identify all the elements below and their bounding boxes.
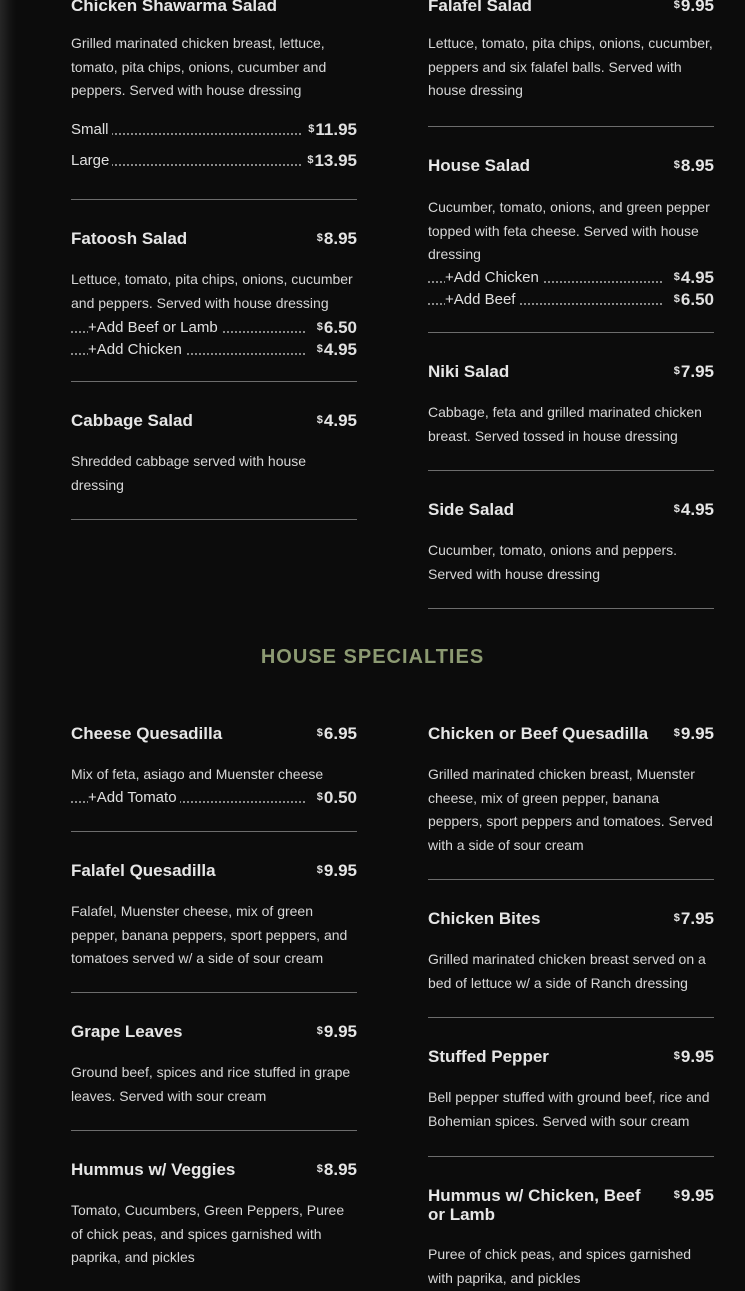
item-description: Tomato, Cucumbers, Green Peppers, Puree of chick peas, and spices garnished with paprika, and pickles <box>71 1202 345 1265</box>
item-description: Cabbage, feta and grilled marinated chicken breast. Served tossed in house dressing <box>428 404 702 444</box>
item-description: Puree of chick peas, and spices garnished with paprika, and pickles <box>428 1246 692 1286</box>
item-price: $9.95 <box>316 1022 357 1041</box>
size-option-small <box>71 120 357 142</box>
divider <box>428 1156 714 1157</box>
menu-item-chicken-beef-quesadilla <box>428 724 714 857</box>
size-option-large <box>71 151 357 173</box>
menu-item-house-salad <box>428 156 714 312</box>
item-name: Stuffed Pepper <box>428 1047 549 1066</box>
option-label: Large <box>71 151 112 171</box>
menu-item-grape-leaves <box>71 1022 357 1108</box>
addon-price: $6.50 <box>668 290 714 310</box>
item-name: Cheese Quesadilla <box>71 724 223 743</box>
item-description: Grilled marinated chicken breast, Muenster cheese, mix of green pepper, banana peppers, sport peppers and tomatoes. Served with a side of sour cream <box>428 766 713 853</box>
menu-item-falafel-salad <box>428 0 714 103</box>
divider <box>71 519 357 520</box>
menu-item-hummus-veggies <box>71 1160 357 1270</box>
item-price: $9.95 <box>673 0 714 15</box>
item-description: Shredded cabbage served with house dressing <box>71 453 307 493</box>
menu-item-chicken-bites <box>428 909 714 995</box>
item-price: $9.95 <box>673 1047 714 1066</box>
item-price: $8.95 <box>673 156 714 175</box>
divider <box>428 332 714 333</box>
item-description: Ground beef, spices and rice stuffed in grape leaves. Served with sour cream <box>71 1064 351 1104</box>
addon-label: +Add Tomato <box>88 788 180 808</box>
divider <box>428 126 714 127</box>
item-name: Chicken Shawarma Salad <box>71 0 277 15</box>
item-description: Bell pepper stuffed with ground beef, rice and Bohemian spices. Served with sour cream <box>428 1089 710 1129</box>
option-price: $13.95 <box>301 151 357 171</box>
item-description: Lettuce, tomato, pita chips, onions, cucumber and peppers. Served with house dressing <box>71 271 353 311</box>
addon-chicken <box>71 340 357 362</box>
item-description: Cucumber, tomato, onions and peppers. Served with house dressing <box>428 542 678 582</box>
item-name: Chicken Bites <box>428 909 541 928</box>
addon-label: +Add Chicken <box>88 340 185 360</box>
menu-item-niki-salad <box>428 362 714 448</box>
item-price: $8.95 <box>316 1160 357 1179</box>
item-price: $9.95 <box>673 1186 714 1205</box>
item-name: Fatoosh Salad <box>71 229 188 248</box>
item-description: Cucumber, tomato, onions, and green pepper topped with feta cheese. Served with house dressing <box>428 199 710 262</box>
item-name: House Salad <box>428 156 531 175</box>
item-name: Hummus w/ Chicken, Beef or Lamb <box>428 1186 641 1224</box>
divider <box>428 470 714 471</box>
addon-price: $4.95 <box>668 268 714 288</box>
item-description: Lettuce, tomato, pita chips, onions, cucumber, peppers and six falafel balls. Served with house dressing <box>428 35 713 98</box>
option-label: Small <box>71 120 112 140</box>
addon-beef-or-lamb <box>71 318 357 340</box>
addon-beef <box>428 290 714 312</box>
divider <box>428 608 714 609</box>
item-name: Hummus w/ Veggies <box>71 1160 236 1179</box>
item-description: Grilled marinated chicken breast, lettuce, tomato, pita chips, onions, cucumber and peppers. Served with house dressing <box>71 35 327 98</box>
addon-price: $4.95 <box>311 340 357 360</box>
divider <box>428 1017 714 1018</box>
item-name: Falafel Salad <box>428 0 532 15</box>
item-price: $6.95 <box>316 724 357 743</box>
item-name: Cabbage Salad <box>71 411 193 430</box>
addon-price: $0.50 <box>311 788 357 808</box>
item-description: Grilled marinated chicken breast served on a bed of lettuce w/ a side of Ranch dressing <box>428 951 706 991</box>
option-price: $11.95 <box>302 120 357 140</box>
item-name: Chicken or Beef Quesadilla <box>428 724 649 743</box>
menu-item-chicken-shawarma-salad <box>71 0 357 173</box>
item-name: Side Salad <box>428 500 514 519</box>
item-price: $9.95 <box>673 724 714 743</box>
item-price: $9.95 <box>316 861 357 880</box>
item-description: Falafel, Muenster cheese, mix of green pepper, banana peppers, sport peppers, and tomatoes served w/ a side of sour cream <box>71 903 348 966</box>
menu-item-side-salad <box>428 500 714 586</box>
item-name: Grape Leaves <box>71 1022 183 1041</box>
addon-label: +Add Chicken <box>445 268 542 288</box>
menu-item-hummus-chicken-beef-lamb <box>428 1186 714 1290</box>
item-price: $4.95 <box>316 411 357 430</box>
divider <box>71 831 357 832</box>
item-price: $7.95 <box>673 909 714 928</box>
addon-label: +Add Beef or Lamb <box>88 318 221 338</box>
divider <box>71 381 357 382</box>
divider <box>71 992 357 993</box>
item-price: $4.95 <box>673 500 714 519</box>
menu-item-stuffed-pepper <box>428 1047 714 1133</box>
item-description: Mix of feta, asiago and Muenster cheese <box>71 766 324 782</box>
divider <box>428 879 714 880</box>
menu-item-cheese-quesadilla <box>71 724 357 810</box>
item-price: $7.95 <box>673 362 714 381</box>
divider <box>71 199 357 200</box>
divider <box>71 1130 357 1131</box>
menu-item-falafel-quesadilla <box>71 861 357 971</box>
addon-price: $6.50 <box>311 318 357 338</box>
item-price: $8.95 <box>316 229 357 248</box>
addon-chicken <box>428 268 714 290</box>
addon-label: +Add Beef <box>445 290 518 310</box>
item-name: Niki Salad <box>428 362 510 381</box>
addon-tomato <box>71 788 357 810</box>
menu-item-fatoosh-salad <box>71 229 357 362</box>
item-name: Falafel Quesadilla <box>71 861 216 880</box>
menu-item-cabbage-salad <box>71 411 357 497</box>
section-title-house-specialties: HOUSE SPECIALTIES <box>260 646 485 668</box>
